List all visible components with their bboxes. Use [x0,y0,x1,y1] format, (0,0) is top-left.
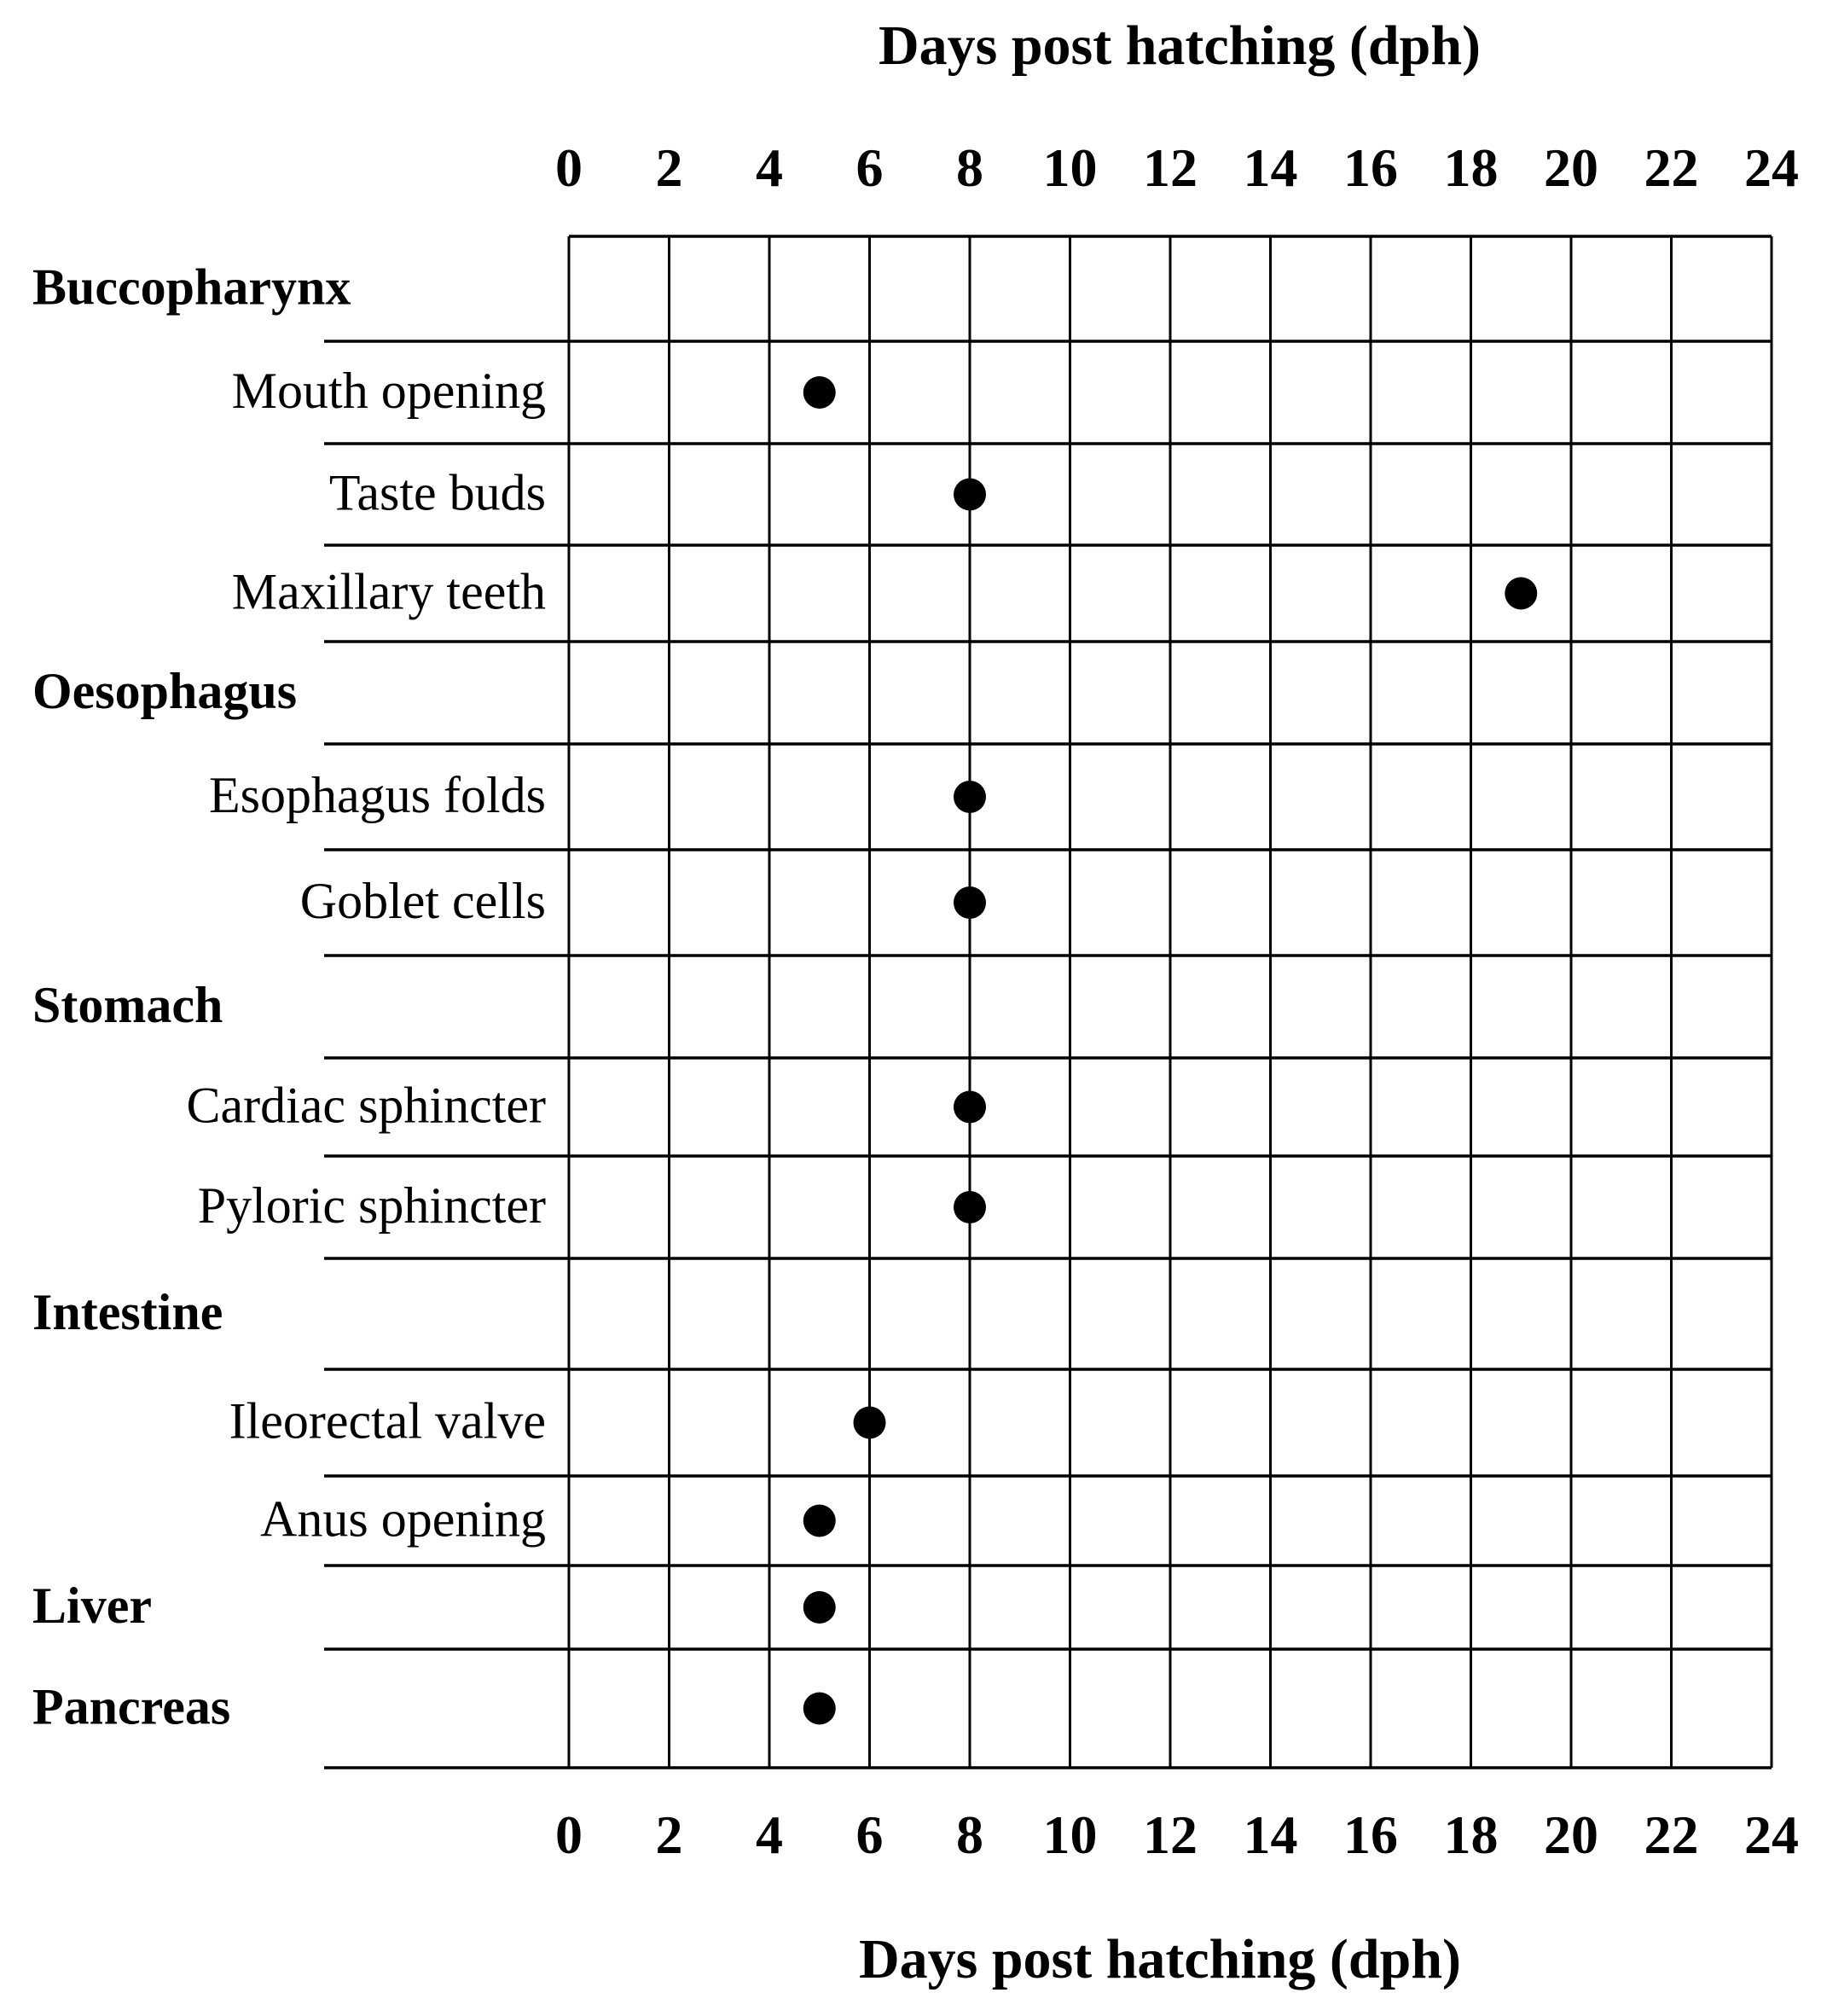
x-tick-bottom-12: 12 [1143,1804,1198,1865]
x-axis-ticks-bottom [555,1804,1799,1865]
dot-pancreas [803,1693,836,1725]
group-label-liver: Liver [32,1577,152,1634]
x-tick-top-22: 22 [1644,137,1699,198]
x-tick-top-8: 8 [956,137,983,198]
group-label-intestine: Intestine [32,1284,223,1340]
x-tick-top-16: 16 [1343,137,1398,198]
x-tick-bottom-20: 20 [1544,1804,1598,1865]
x-tick-top-2: 2 [655,137,683,198]
dot-anus-opening [803,1505,836,1537]
row-label-esophagus-folds: Esophagus folds [209,767,546,823]
x-tick-bottom-0: 0 [555,1804,583,1865]
group-label-buccopharynx: Buccopharynx [32,259,351,316]
dot-esophagus-folds [954,781,986,813]
x-tick-top-14: 14 [1243,137,1298,198]
x-tick-top-0: 0 [555,137,583,198]
x-tick-top-4: 4 [756,137,783,198]
x-tick-top-18: 18 [1443,137,1499,198]
x-tick-top-6: 6 [855,137,884,198]
row-label-pyloric-sphincter: Pyloric sphincter [197,1177,546,1234]
row-label-cardiac-sphincter: Cardiac sphincter [186,1077,546,1134]
dot-ileorectal-valve [854,1407,886,1439]
x-tick-top-20: 20 [1544,137,1598,198]
dot-mouth-opening [803,376,836,409]
dot-taste-buds [954,479,986,511]
x-tick-top-24: 24 [1744,137,1799,198]
group-label-oesophagus: Oesophagus [32,663,298,719]
row-label-goblet-cells: Goblet cells [299,873,546,929]
row-label-maxillary-teeth: Maxillary teeth [231,563,546,620]
dot-goblet-cells [954,886,986,919]
dot-liver [803,1591,836,1624]
group-label-pancreas: Pancreas [32,1678,231,1735]
x-tick-bottom-18: 18 [1443,1804,1499,1865]
x-tick-bottom-24: 24 [1744,1804,1799,1865]
dot-cardiac-sphincter [954,1091,986,1124]
x-tick-bottom-10: 10 [1042,1804,1098,1865]
row-label-mouth-opening: Mouth opening [231,363,546,419]
group-label-stomach: Stomach [32,977,223,1033]
x-tick-bottom-6: 6 [855,1804,884,1865]
x-tick-top-12: 12 [1143,137,1198,198]
x-tick-bottom-4: 4 [756,1804,783,1865]
x-axis-title-top: Days post hatching (dph) [878,15,1482,77]
row-label-taste-buds: Taste buds [328,464,546,521]
x-tick-bottom-14: 14 [1243,1804,1298,1865]
x-tick-bottom-8: 8 [956,1804,983,1865]
x-tick-bottom-16: 16 [1343,1804,1398,1865]
x-tick-bottom-22: 22 [1644,1804,1699,1865]
x-tick-top-10: 10 [1042,137,1098,198]
dot-pyloric-sphincter [954,1191,986,1223]
x-axis-title-bottom: Days post hatching (dph) [858,1928,1462,1990]
dot-maxillary-teeth [1505,578,1537,610]
row-label-ileorectal-valve: Ileorectal valve [229,1392,546,1450]
row-label-anus-opening: Anus opening [260,1490,546,1548]
x-axis-ticks-top [555,137,1799,198]
x-tick-bottom-2: 2 [655,1804,683,1865]
row-labels [32,259,546,1735]
